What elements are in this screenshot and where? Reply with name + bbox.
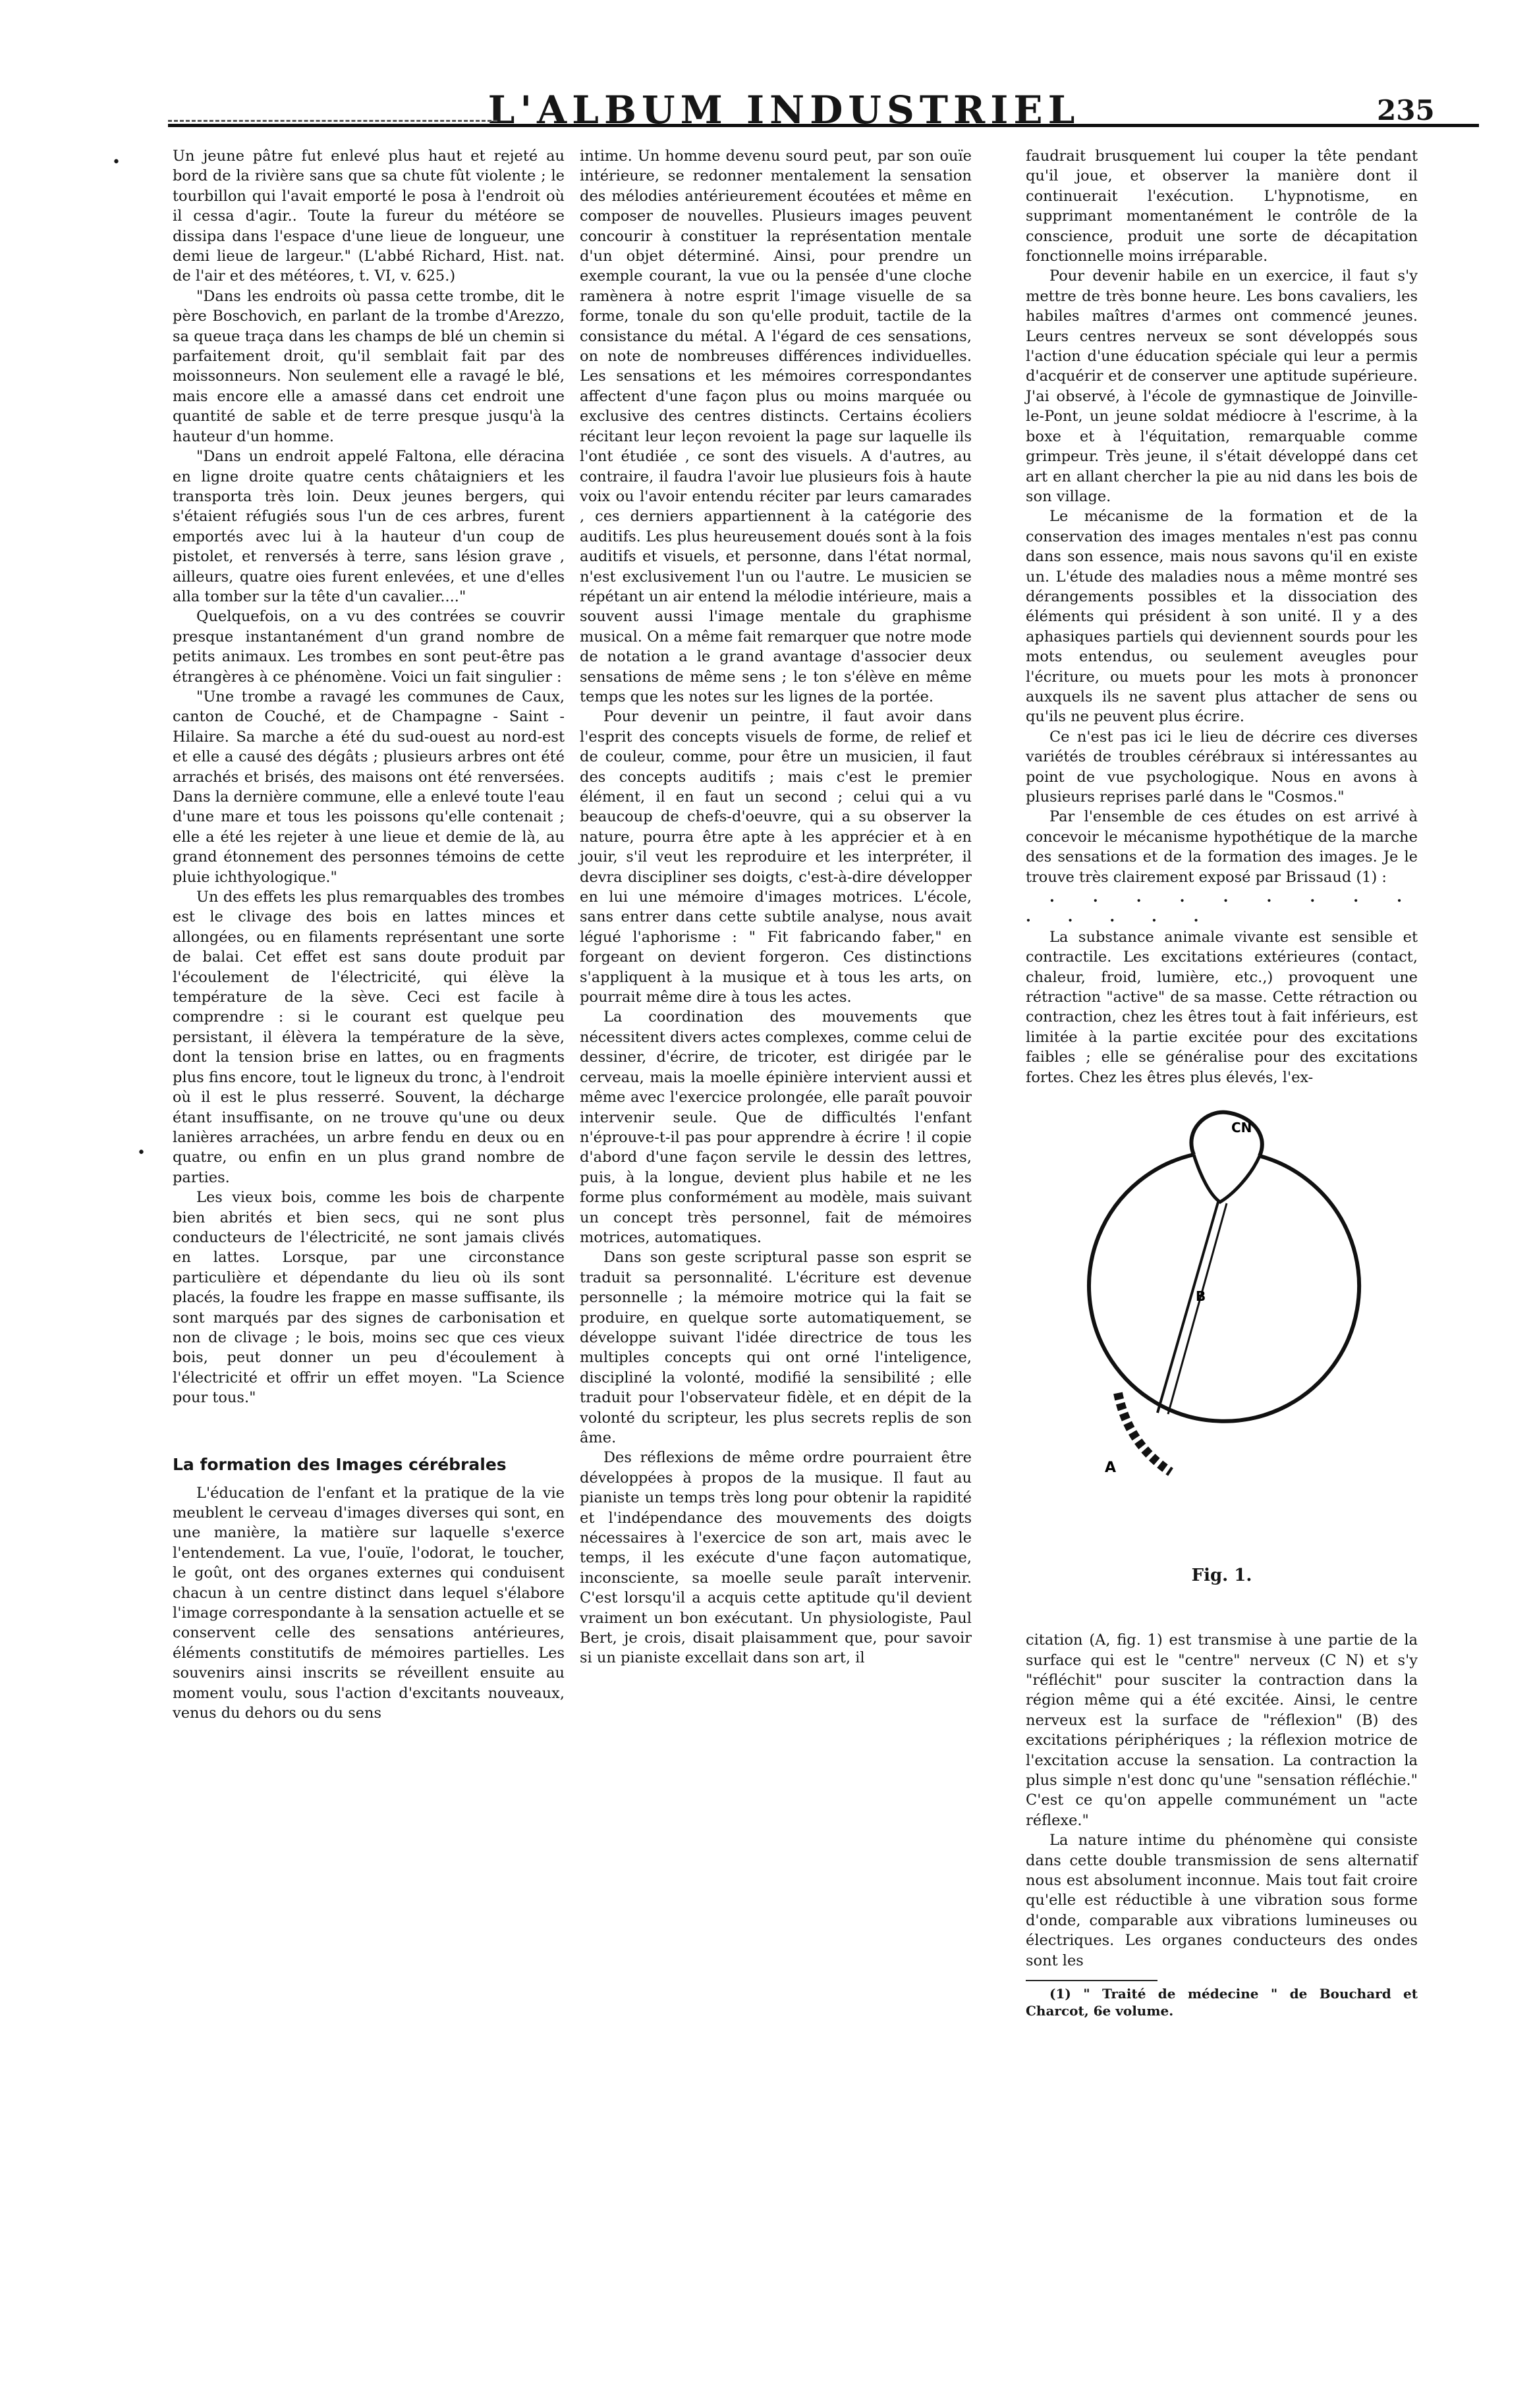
section-heading: La formation des Images cérébrales [173,1454,507,1474]
reflex-fibre [1157,1202,1218,1413]
ellipsis-row: . . . . . . . . . . . . . . [1026,889,1418,926]
reflex-diagram [1078,1103,1368,1558]
header-dashed-rule [168,120,497,122]
label-cn: CN [1231,1120,1252,1136]
paragraph: faudrait brusquement lui couper la tête pendant qu'il joue, et observer la manière dont il continuerait l'exécution. L'hypnotisme, en supprimant momentanément le contrôle de la conscience, produit une sorte de décapitation fonctionnelle moins irréparable. [1026,148,1418,265]
paragraph: Quelquefois, on a vu des contrées se couvrir presque instantanément d'un grand nombre de petits animaux. Les trombes en sont peut-être pas étrangères à ce phénomène. Voici un fait singulier : [173,608,565,686]
quote-paragraph: La substance animale vivante est sensible et contractile. Les excitations extérieures (contact, chaleur, froid, lumière, etc.,) provoquent une rétraction "active" de sa masse. Cette rétraction ou contraction, chez les êtres tout à fait inférieurs, est limitée à la partie excitée pour des excitations faibles ; elle se généralise pour des excitations fortes. Chez les êtres plus élevés, l'ex- [1026,928,1418,1086]
figure-caption: Fig. 1. [1191,1566,1252,1586]
paragraph: Le mécanisme de la formation et de la conservation des images mentales n'est pas connu dans son essence, mais nous savons qu'il en existe un. L'étude des maladies nous a même montré ses dérangements possibles et la dissociation des éléments qui président à son unité. Il y a des aphasiques partiels qui deviennent sourds pour les mots entendus, ou seulement aveugles pour l'écriture, ou muets pour les mots à prononcer auxquels ils ne savent plus attacher de sens ou qu'ils ne peuvent plus écrire. [1026,508,1418,726]
label-b: B [1196,1288,1206,1305]
journal-title: L'ALBUM INDUSTRIEL [488,88,1080,132]
paragraph: Un des effets les plus remarquables des trombes est le clivage des bois en lattes minces et allongées, ou en filaments représentant une sorte de balai. Cet effet est sans doute produit par l'écoulement de l'électricité, qui élève la température de la sève. Ceci est facile à comprendre : si le courant est quelque peu persistant, il élèvera la température de la sève, dont la tension brise en lattes, ou en fragments plus fins encore, tout le ligneux du tronc, à l'endroit où il est le plus resserré. Souvent, la décharge étant insuffisante, on ne trouve qu'une ou deux lanières arrachées, un arbre fendu en deux ou en quatre, ou enfin en un plus grand nombre de parties. [173,889,565,1186]
paragraph: Pour devenir habile en un exercice, il faut s'y mettre de très bonne heure. Les bons cavaliers, les habiles maîtres d'armes ont commencé jeunes. Leurs centres nerveux se sont développés sous l'action d'une éducation spéciale qui leur a permis d'acquérir et de conserver une aptitude supérieure. J'ai observé, à l'école de gymnastique de Joinville-le-Pont, un jeune soldat médiocre à l'escrime, à la boxe et à l'équitation, remarquable comme grimpeur. Très jeune, il s'était développé dans cet art en allant chercher la pie au nid dans les bois de son village. [1026,267,1418,505]
margin-dot: • [137,1145,146,1161]
label-a: A [1105,1460,1117,1477]
cell-outline [1089,1155,1359,1421]
paragraph: intime. Un homme devenu sourd peut, par son ouïe intérieure, se redonner mentalement la sensation des mélodies antérieurement écoutées et même en composer de nouvelles. Plusieurs images peuvent concourir à constituer la représentation mentale d'un objet déterminé. Ainsi, pour prendre un exemple courant, la vue ou la pensée d'une cloche ramènera à notre esprit l'image visuelle de sa forme, tonale du son qu'elle produit, tactile de la consistance du métal. A l'égard de ces sensations, on note de nombreuses différences individuelles. Les sensations et les mémoires correspondantes affectent d'une façon plus ou moins marquée ou exclusive des centres distincts. Certains écoliers récitant leur leçon revoient la page sur laquelle ils l'ont étudiée , ce sont des visuels. A d'autres, au contraire, il faudra l'avoir lue plusieurs fois à haute voix ou l'avoir entendu réciter par leurs camarades , ces derniers appartiennent à la catégorie des auditifs. Les plus heureusement doués sont à la fois auditifs et visuels, et personne, dans l'état normal, n'est exclusivement l'un ou l'autre. Le musicien se répétant un air entend la mélodie intérieure, mais a souvent aussi l'image mentale du graphisme musical. On a même fait remarquer que notre mode de notation a le grand avantage d'associer deux sensations de même sens ; le ton s'élève en même temps que les notes sur les lignes de la portée. [580,148,972,705]
paragraph: L'éducation de l'enfant et la pratique de la vie meublent le cerveau d'images diverses qui sont, en une manière, la matière sur laquelle s'exerce l'entendement. La vue, l'ouïe, l'odorat, le toucher, le goût, ont des organes externes qui conduisent chacun à un centre distinct dans lequel s'élabore l'image correspondante à la sensation actuelle et se conservent celle des sensations antérieures, éléments constitutifs de mémoires partielles. Les souvenirs ainsi inscrits se réveillent ensuite au moment voulu, sous l'action d'excitants nouveaux, venus du dehors ou du sens [173,1484,565,1722]
figure-1 [1026,1103,1418,1617]
paragraph: citation (A, fig. 1) est transmise à une partie de la surface qui est le "centre" nerveux (C N) et s'y "réfléchit" pour susciter la contraction dans la région même qui a été excitée. Ainsi, le centre nerveux est la surface de "réflexion" (B) des excitations périphériques ; la réflexion motrice de l'excitation accuse la sensation. La contraction la plus simple n'est donc qu'une "sensation réfléchie." C'est ce qu'on appelle communément un "acte réflexe." [1026,1631,1418,1829]
paragraph: "Dans un endroit appelé Faltona, elle déracina en ligne droite quatre cents châtaigniers et les transporta très loin. Deux jeunes bergers, qui s'étaient réfugiés sous l'un de ces arbres, furent emportés avec lui à la hauteur d'un coup de pistolet, et renversés à terre, sans lésion grave , ailleurs, quatre oies furent enlevées, et une d'elles alla tomber sur la tête d'un cavalier...." [173,448,565,605]
footnote: (1) " Traité de médecine " de Bouchard et Charcot, 6e volume. [1026,1986,1418,2019]
header-rule [168,124,1479,127]
paragraph: Un jeune pâtre fut enlevé plus haut et rejeté au bord de la rivière sans que sa chute fût violente ; le tourbillon qui l'avait emporté le posa à l'endroit où il cessa d'agir.. Toute la fureur du météore se dissipa dans l'espace d'une lieue de longueur, une demi lieue de largeur." (L'abbé Richard, Hist. nat. de l'air et des météores, t. VI, v. 625.) [173,148,565,285]
paragraph: Des réflexions de même ordre pourraient être développées à propos de la musique. Il faut au pianiste un temps très long pour obtenir la rapidité et l'indépendance des mouvements des doigts nécessaires à l'exercice de son art, mais avec le temps, il les exécute d'une façon automatique, inconsciente, sa moelle seule paraît intervenir. C'est lorsqu'il a acquis cette aptitude qu'il devient vraiment un bon exécutant. Un physiologiste, Paul Bert, je crois, disait plaisamment que, pour savoir si un pianiste excellait dans son art, il [580,1449,972,1667]
paragraph: Les vieux bois, comme les bois de charpente bien abrités et bien secs, qui ne sont plus conducteurs de l'électricité, ne sont jamais clivés en lattes. Lorsque, par une circonstance particulière et dépendante du lieu où ils sont placés, la foudre les frappe en masse suffisante, ils sont marqués par des signes de carbonisation et non de clivage ; le bois, moins sec que ces vieux bois, peut donner un peu d'écoulement à l'électricité et offrir un effet moyen. "La Science pour tous." [173,1189,565,1407]
margin-dot: • [112,154,121,171]
paragraph: La nature intime du phénomène qui consiste dans cette double transmission de sens alternatif nous est absolument inconnue. Mais tout fait croire qu'elle est réductible à une vibration sous forme d'onde, comparable aux vibrations lumineuses ou électriques. Les organes conducteurs des ondes sont les [1026,1832,1418,1969]
column-3 [1026,146,1418,2019]
column-2 [580,146,972,1668]
paragraph: "Dans les endroits où passa cette trombe, dit le père Boschovich, en parlant de la trombe d'Arezzo, sa queue traça dans les champs de blé un chemin si parfaitement droit, qu'il semblait fait par des moissonneurs. Non seulement elle a ravagé le blé, mais encore elle a amassé dans cet endroit une quantité de sable et de terre presque jusqu'à la hauteur d'un homme. [173,287,565,445]
paragraph: Par l'ensemble de ces études on est arrivé à concevoir le mécanisme hypothétique de la marche des sensations et de la formation des images. Je le trouve très clairement exposé par Brissaud (1) : [1026,808,1418,886]
paragraph: Pour devenir un peintre, il faut avoir dans l'esprit des concepts visuels de forme, de relief et de couleur, comme, pour être un musicien, il faut des concepts auditifs ; mais c'est le premier élément, il en faut un second ; celui qui a vu beaucoup de chefs-d'oeuvre, qui a su observer la nature, pourra être apte à les apprécier et à en jouir, s'il veut les reproduire et les interpréter, il devra discipliner ses doigts, c'est-à-dire développer en lui une mémoire d'images motrices. L'école, sans entrer dans cette subtile analyse, nous avait légué l'aphorisme : " Fit fabricando faber," en forgeant on devient forgeron. Ces distinctions s'appliquent à la musique et à tous les arts, on pourrait même dire à tous les actes. [580,708,972,1006]
nerve-centre-base [1194,1155,1260,1202]
page-number: 235 [1377,94,1435,126]
footnote-rule [1026,1980,1157,1981]
paragraph: La coordination des mouvements que nécessitent divers actes complexes, comme celui de dessiner, d'écrire, de tricoter, est dirigée par le cerveau, mais la moelle épinière intervient aussi et même avec l'exercice prolongée, elle paraît pouvoir intervenir seule. Que de difficultés l'enfant n'éprouve-t-il pas pour apprendre à écrire ! il copie d'abord d'une façon servile le dessin des lettres, puis, à la longue, devient plus habile et ne les forme plus conformément au modèle, mais suivant un concept très personnel, fait de mémoires motrices, automatiques. [580,1008,972,1246]
reflex-fibre-return [1168,1203,1227,1414]
column-1 [173,146,565,1723]
paragraph: Ce n'est pas ici le lieu de décrire ces diverses variétés de troubles cérébraux si intéressantes au point de vue psychologique. Nous en avons à plusieurs reprises parlé dans le "Cosmos." [1026,728,1418,806]
paragraph: "Une trombe a ravagé les communes de Caux, canton de Couché, et de Champagne - Saint - Hilaire. Sa marche a été du sud-ouest au nord-est et elle a causé des dégâts ; plusieurs arbres ont été arrachés et brisés, des maisons ont été renversées. Dans la dernière commune, elle a enlevé toute l'eau d'une mare et tous les poissons qu'elle contenait ; elle a été les rejeter à une lieue et demie de là, au grand étonnement des personnes témoins de cette pluie ichthyologique." [173,688,565,886]
paragraph: Dans son geste scriptural passe son esprit se traduit sa personnalité. L'écriture est devenue personnelle ; la mémoire motrice qui la fait se produire, en quelque sorte automatiquement, se développe suivant l'idée directrice de tous les multiples concepts qui ont orné l'inteligence, discipliné la volonté, modifié la sensibilité ; elle traduit pour l'observateur fidèle, et en dépit de la volonté du scripteur, les plus secrets replis de son âme. [580,1249,972,1446]
